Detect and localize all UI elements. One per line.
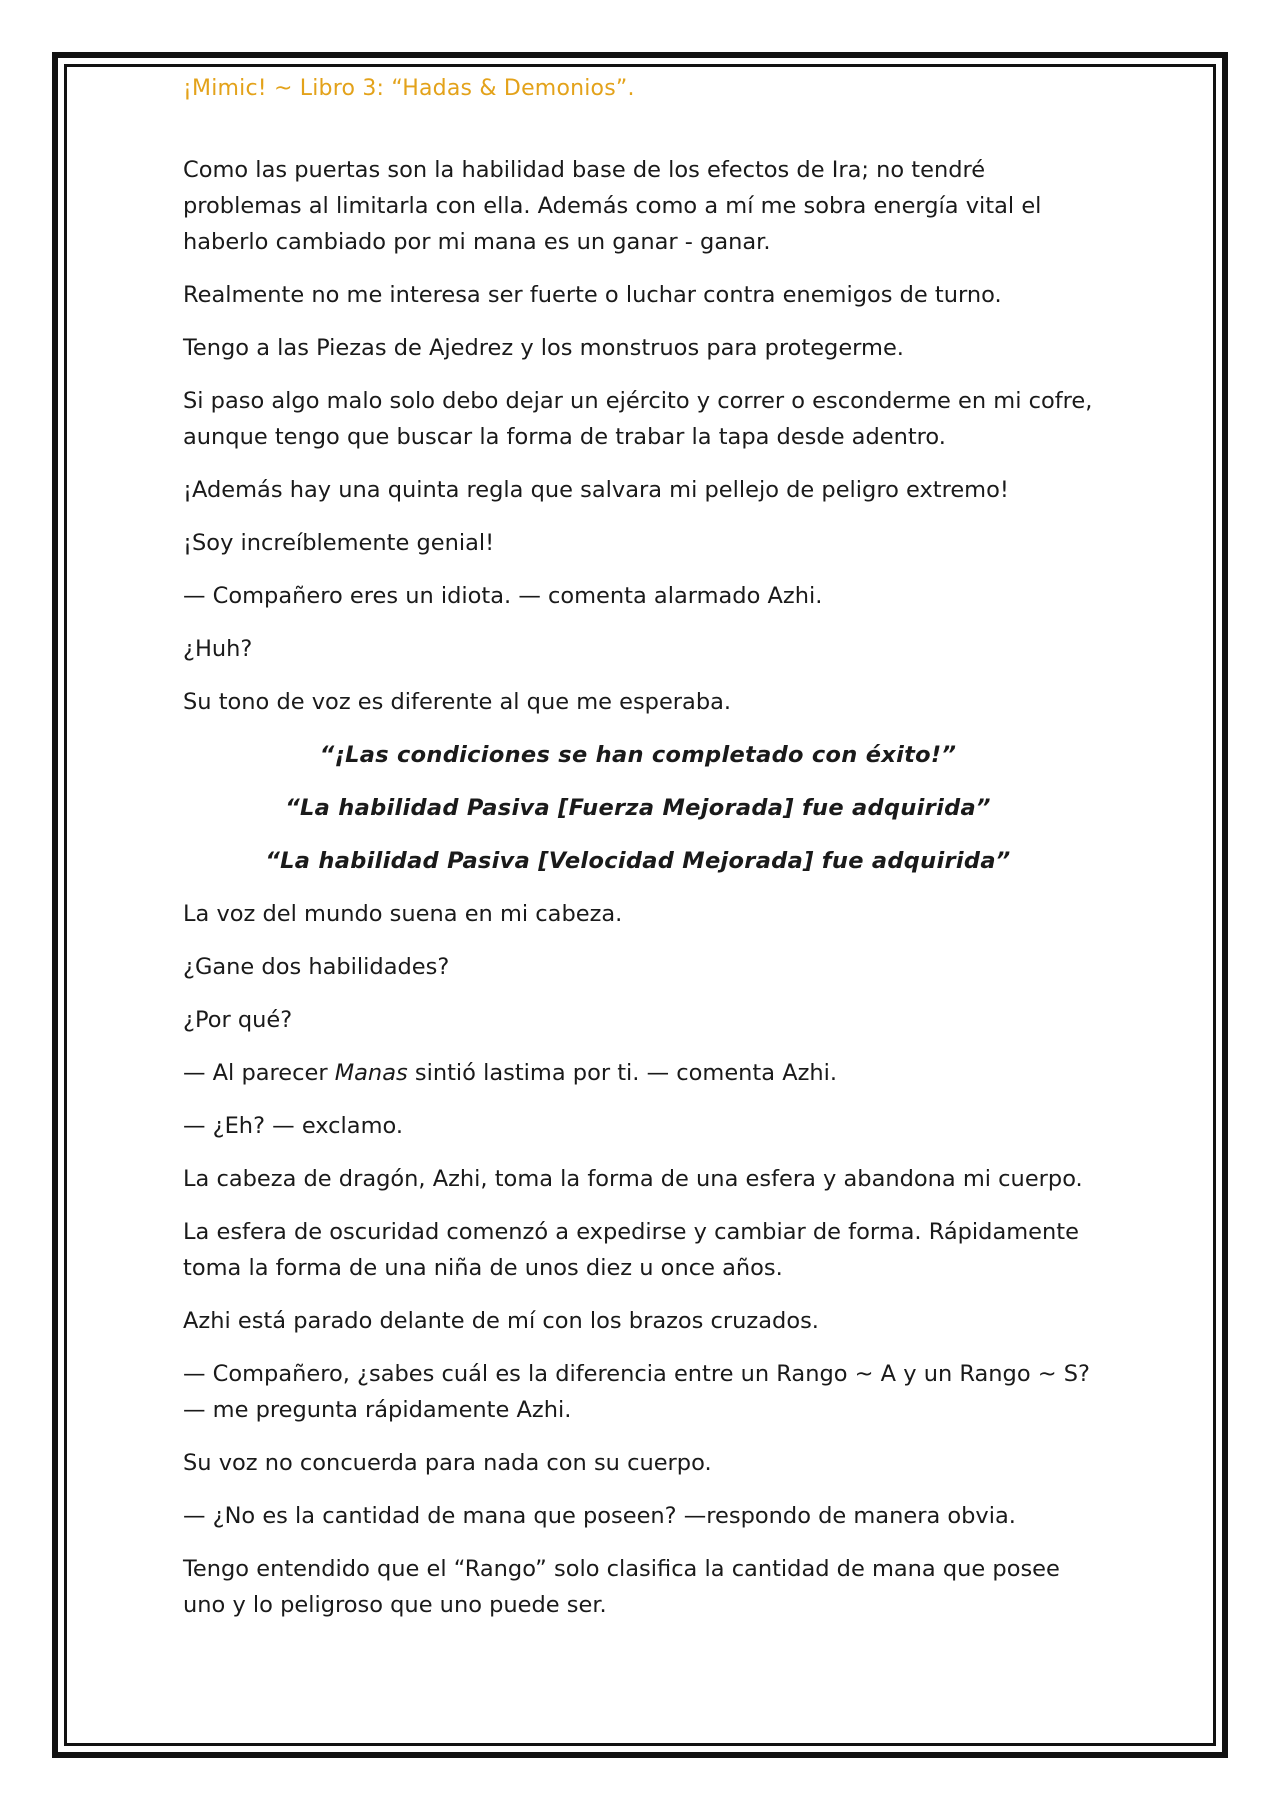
dialogue-text: sintió lastima por ti. — comenta Azhi. [407,1060,838,1086]
document-body [183,152,1093,1640]
paragraph: La cabeza de dragón, Azhi, toma la forma de una esfera y abandona mi cuerpo. [183,1166,1083,1192]
dialogue-line [183,1055,1093,1091]
paragraph: La esfera de oscuridad comenzó a expedirse y cambiar de forma. Rápidamente toma la forma de una niña de unos diez u once años. [183,1219,1079,1281]
paragraph: ¡Soy increíblemente genial! [183,530,495,556]
paragraph: ¿Por qué? [183,1007,293,1033]
paragraph: Tengo a las Piezas de Ajedrez y los monstruos para protegerme. [183,335,904,361]
paragraph: Su tono de voz es diferente al que me esperaba. [183,689,732,715]
dialogue-line: — ¿No es la cantidad de mana que poseen? —respondo de manera obvia. [183,1503,1016,1529]
system-message: “¡Las condiciones se han completado con éxito!” [319,742,957,768]
dialogue-text: — Al parecer [183,1060,335,1086]
page-header: ¡Mimic! ~ Libro 3: “Hadas & Demonios”. [183,76,635,101]
paragraph: Como las puertas son la habilidad base de los efectos de Ira; no tendré problemas al limitarla con ella. Además como a mí me sobra energía vital el haberlo cambiado por mi mana es un ganar - ganar. [183,157,1042,255]
system-message: “La habilidad Pasiva [Velocidad Mejorada] fue adquirida” [265,848,1011,874]
paragraph: Realmente no me interesa ser fuerte o luchar contra enemigos de turno. [183,282,1002,308]
paragraph: Si paso algo malo solo debo dejar un ejército y correr o esconderme en mi cofre, aunque tengo que buscar la forma de trabar la tapa desde adentro. [183,388,1093,450]
dialogue-line: — Compañero eres un idiota. — comenta alarmado Azhi. [183,583,823,609]
dialogue-line: — ¿Eh? — exclamo. [183,1113,404,1139]
paragraph: ¿Huh? [183,636,253,662]
italic-name: Manas [334,1060,408,1086]
paragraph: Su voz no concuerda para nada con su cuerpo. [183,1450,712,1476]
dialogue-line: — Compañero, ¿sabes cuál es la diferencia entre un Rango ~ A y un Rango ~ S? — me pregunta rápidamente Azhi. [183,1361,1090,1423]
paragraph: Tengo entendido que el “Rango” solo clasifica la cantidad de mana que posee uno y lo peligroso que uno puede ser. [183,1556,1060,1618]
paragraph: La voz del mundo suena en mi cabeza. [183,901,623,927]
paragraph: Azhi está parado delante de mí con los brazos cruzados. [183,1308,819,1334]
paragraph: ¡Además hay una quinta regla que salvara mi pellejo de peligro extremo! [183,477,1009,503]
paragraph: ¿Gane dos habilidades? [183,954,450,980]
system-message: “La habilidad Pasiva [Fuerza Mejorada] fue adquirida” [285,795,991,821]
